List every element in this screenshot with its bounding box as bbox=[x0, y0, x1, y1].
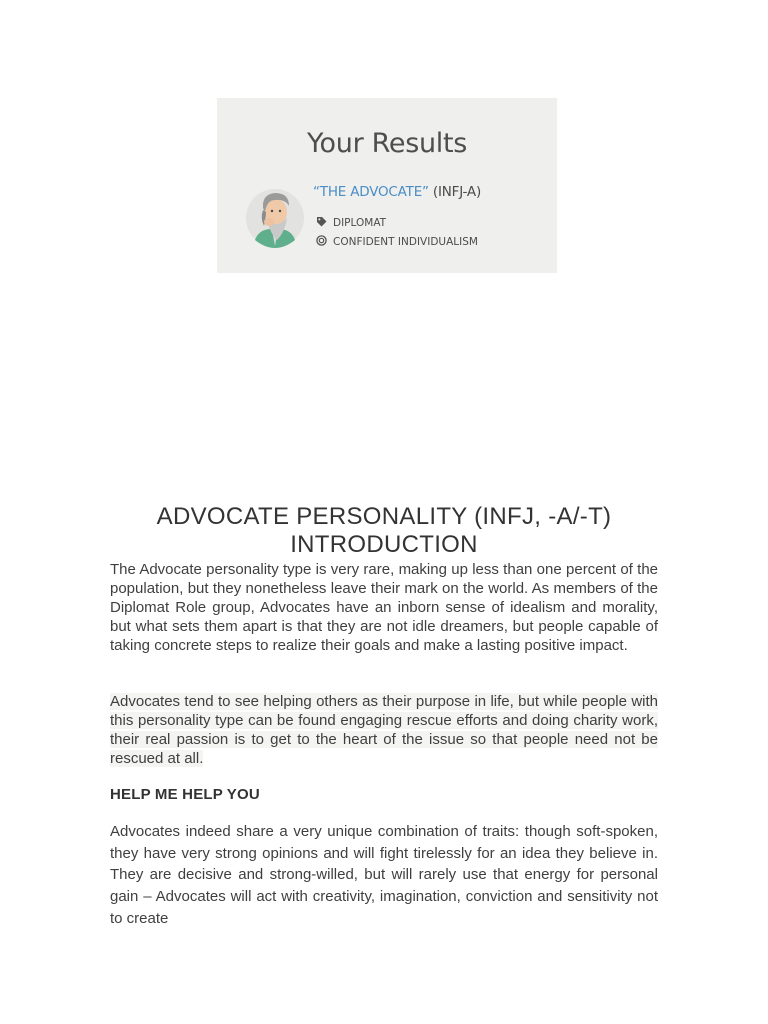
document-heading: ADVOCATE PERSONALITY (INFJ, -A/-T) INTRODUCTION bbox=[156, 503, 612, 558]
results-title: Your Results bbox=[306, 128, 468, 159]
type-name: “THE ADVOCATE” bbox=[313, 184, 429, 200]
purpose-paragraph-text: Advocates tend to see helping others as their purpose in life, but while people with this personality type can be found engaging rescue efforts and doing charity work, their real passion is to get to the heart of the issue so that people need not be rescued at all. bbox=[110, 693, 658, 767]
role-row bbox=[316, 216, 386, 230]
strategy-row bbox=[316, 235, 478, 249]
traits-paragraph: Advocates indeed share a very unique combination of traits: though soft-spoken, they have very strong opinions and will fight tirelessly for an idea they believe in. They are decisive and strong-willed, but will rarely use that energy for personal gain – Advocates will act with creativity, imagination, conviction and sensitivity not to create bbox=[110, 823, 658, 927]
intro-paragraph: The Advocate personality type is very rare, making up less than one percent of the population, but they nonetheless leave their mark on the world. As members of the Diplomat Role group, Advocates have an inborn sense of idealism and morality, but what sets them apart is that they are not idle dreamers, but people capable of taking concrete steps to realize their goals and make a lasting positive impact. bbox=[110, 561, 658, 654]
purpose-paragraph bbox=[110, 692, 658, 768]
strategy-label: CONFIDENT INDIVIDUALISM bbox=[333, 236, 478, 248]
tag-icon bbox=[316, 216, 333, 230]
advocate-avatar-icon bbox=[245, 182, 305, 252]
section-heading: HELP ME HELP YOU bbox=[110, 786, 260, 803]
role-label: DIPLOMAT bbox=[333, 217, 387, 229]
results-card bbox=[217, 98, 557, 273]
target-icon bbox=[316, 235, 333, 249]
type-code: (INFJ-A) bbox=[432, 184, 482, 200]
personality-type bbox=[313, 184, 481, 200]
